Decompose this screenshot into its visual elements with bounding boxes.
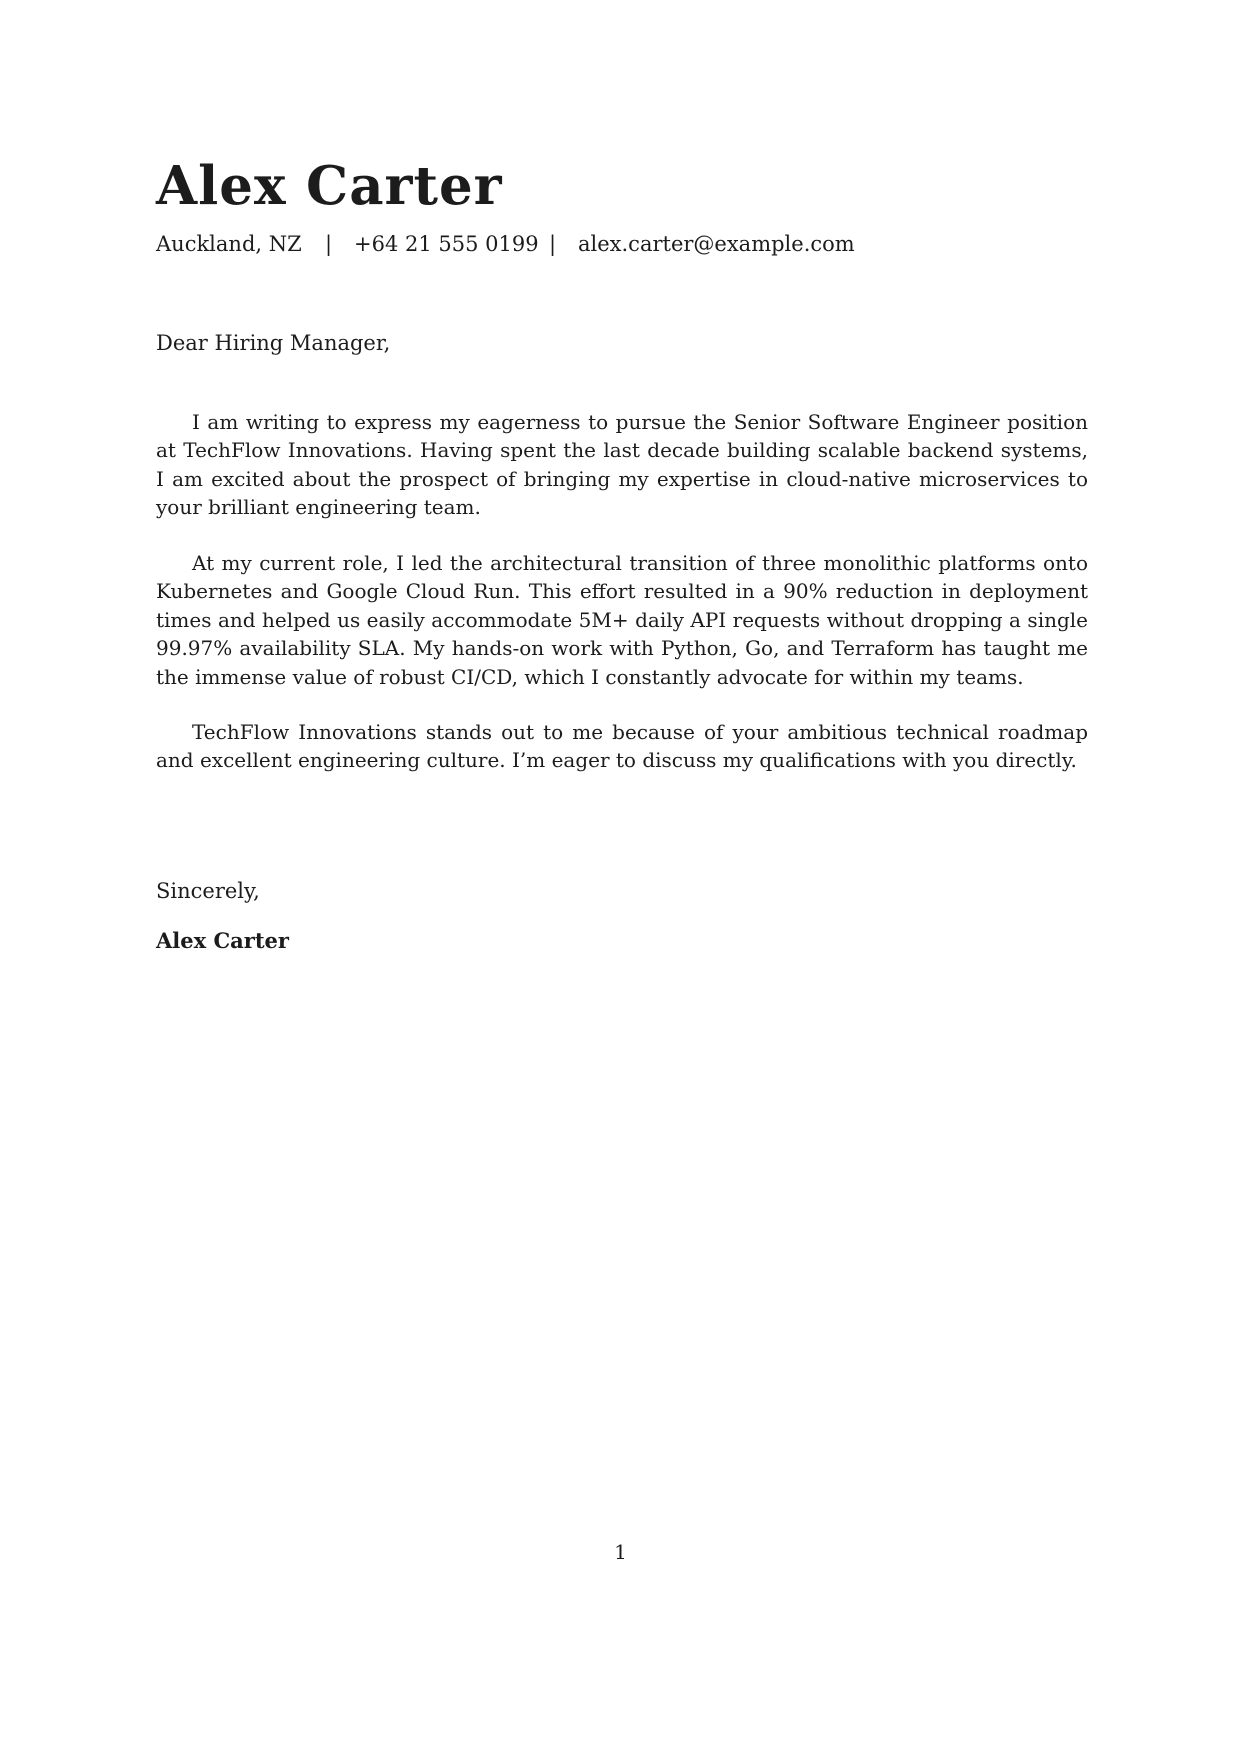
- contact-separator: |: [549, 232, 557, 256]
- closing: Sincerely,: [156, 879, 260, 903]
- page-number: 1: [614, 1540, 627, 1564]
- body-paragraph-2: At my current role, I led the architectural transition of three monolithic platforms onto Kubernetes and Google Cloud Run. This effort resulted in a 90% reduction in deployment times and helped us easily accommodate 5M+ daily API requests without dropping a single 99.97% availability SLA. My hands-on work with Python, Go, and Terraform has taught me the immense value of robust CI/CD, which I constantly advocate for within my teams.: [156, 551, 1088, 689]
- sender-name: Alex Carter: [156, 155, 503, 217]
- contact-phone: +64 21 555 0199: [354, 232, 539, 256]
- body-paragraph-3: TechFlow Innovations stands out to me because of your ambitious technical roadmap and excellent engineering culture. I’m eager to discuss my qualifications with you directly.: [156, 720, 1088, 773]
- salutation: Dear Hiring Manager,: [156, 331, 391, 355]
- body-paragraph-1: I am writing to express my eagerness to pursue the Senior Software Engineer position at TechFlow Innovations. Having spent the last decade building scalable backend systems, I am excited about the prospect of bringing my expertise in cloud-native microservices to your brilliant engineering team.: [156, 410, 1088, 520]
- contact-separator: |: [325, 232, 333, 256]
- signature-name: Alex Carter: [156, 928, 289, 953]
- contact-location: Auckland, NZ: [156, 232, 302, 256]
- contact-email: alex.carter@example.com: [578, 232, 855, 256]
